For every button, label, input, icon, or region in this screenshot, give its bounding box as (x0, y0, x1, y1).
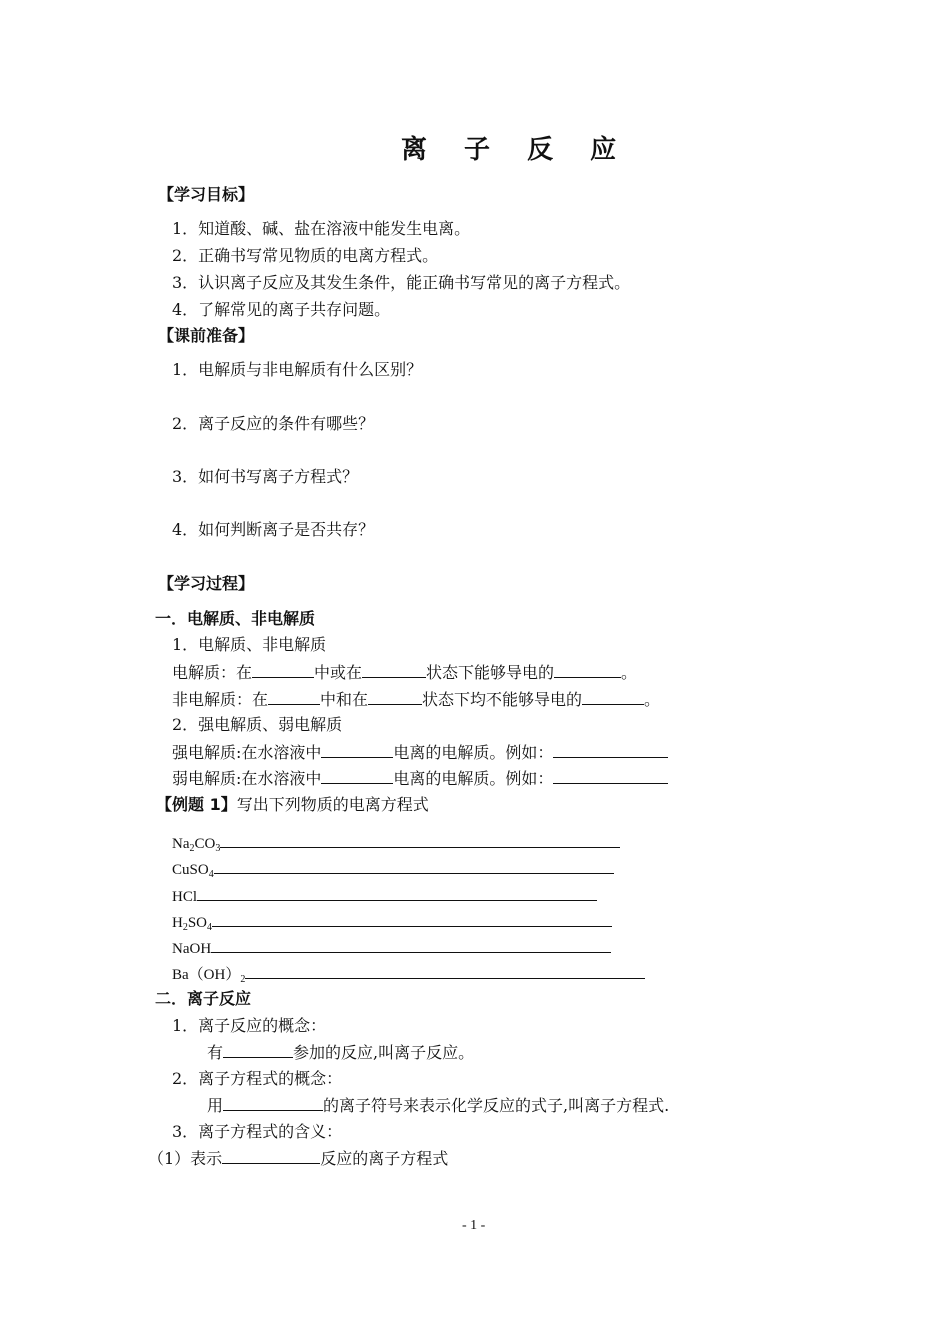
answer-line[interactable] (245, 963, 645, 979)
answer-line[interactable] (214, 858, 614, 874)
electrolyte-definition: 电解质：在 中或在 状态下能够导电的 。 (172, 663, 638, 682)
section2-sub3: 3．离子方程式的含义： (172, 1122, 343, 1141)
ion-equation-meaning-1: （1）表示 反应的离子方程式 (148, 1149, 449, 1168)
preparation-heading: 【课前准备】 (158, 326, 255, 345)
process-heading: 【学习过程】 (158, 574, 255, 593)
objective-item: 4．了解常见的离子共存问题。 (172, 300, 391, 319)
section1-sub2: 2．强电解质、弱电解质 (172, 715, 343, 734)
blank[interactable] (268, 689, 320, 705)
formula-line: CuSO$_4$ (172, 858, 614, 885)
example-text: 写出下列物质的电离方程式 (236, 795, 429, 814)
answer-line[interactable] (197, 885, 597, 901)
answer-line[interactable] (211, 937, 611, 953)
blank[interactable] (223, 1042, 293, 1058)
objective-item: 3．认识离子反应及其发生条件，能正确书写常见的离子方程式。 (172, 273, 631, 292)
section2-sub1: 1．离子反应的概念： (172, 1016, 327, 1035)
blank[interactable] (362, 662, 426, 678)
preparation-item: 4．如何判断离子是否共存？ (172, 520, 375, 539)
formula-line: NaOH (172, 937, 611, 959)
answer-line[interactable] (212, 911, 612, 927)
formula-line: $H_2SO_4$ (172, 911, 612, 938)
formula-line: $Na_2CO_3$ (172, 832, 620, 859)
section2-sub2: 2．离子方程式的概念： (172, 1069, 343, 1088)
objectives-heading: 【学习目标】 (158, 185, 255, 204)
blank[interactable] (582, 689, 644, 705)
example-1 (156, 795, 429, 815)
blank[interactable] (553, 768, 668, 784)
ion-reaction-concept: 有 参加的反应,叫离子反应。 (207, 1043, 475, 1062)
blank[interactable] (553, 742, 668, 758)
blank[interactable] (321, 768, 393, 784)
nonelectrolyte-definition: 非电解质：在 中和在 状态下均不能够导电的 。 (172, 690, 661, 709)
section2-title: 二．离子反应 (155, 989, 252, 1008)
preparation-item: 1．电解质与非电解质有什么区别？ (172, 360, 423, 379)
objective-item: 2．正确书写常见物质的电离方程式。 (172, 246, 439, 265)
page-title: 离 子 反 应 (401, 135, 631, 165)
preparation-item: 3．如何书写离子方程式？ (172, 467, 359, 486)
example-label: 【例题 1】 (156, 795, 237, 814)
ion-equation-concept: 用 的离子符号来表示化学反应的式子,叫离子方程式. (207, 1096, 670, 1115)
blank[interactable] (554, 662, 621, 678)
blank[interactable] (222, 1148, 320, 1164)
weak-electrolyte: 弱电解质:在水溶液中 电离的电解质。例如： (172, 768, 668, 789)
objective-item: 1．知道酸、碱、盐在溶液中能发生电离。 (172, 219, 471, 238)
formula-line: HCl (172, 885, 597, 907)
section1-sub1: 1．电解质、非电解质 (172, 635, 327, 654)
preparation-item: 2．离子反应的条件有哪些？ (172, 414, 375, 433)
blank[interactable] (368, 689, 422, 705)
blank[interactable] (252, 662, 314, 678)
section1-title: 一．电解质、非电解质 (155, 609, 316, 628)
blank[interactable] (223, 1095, 323, 1111)
blank[interactable] (321, 742, 393, 758)
formula-line: $Ba(OH)_2$ (172, 963, 645, 990)
strong-electrolyte: 强电解质:在水溶液中 电离的电解质。例如： (172, 742, 668, 763)
page-number: - 1 - (462, 1218, 486, 1233)
answer-line[interactable] (220, 832, 620, 848)
